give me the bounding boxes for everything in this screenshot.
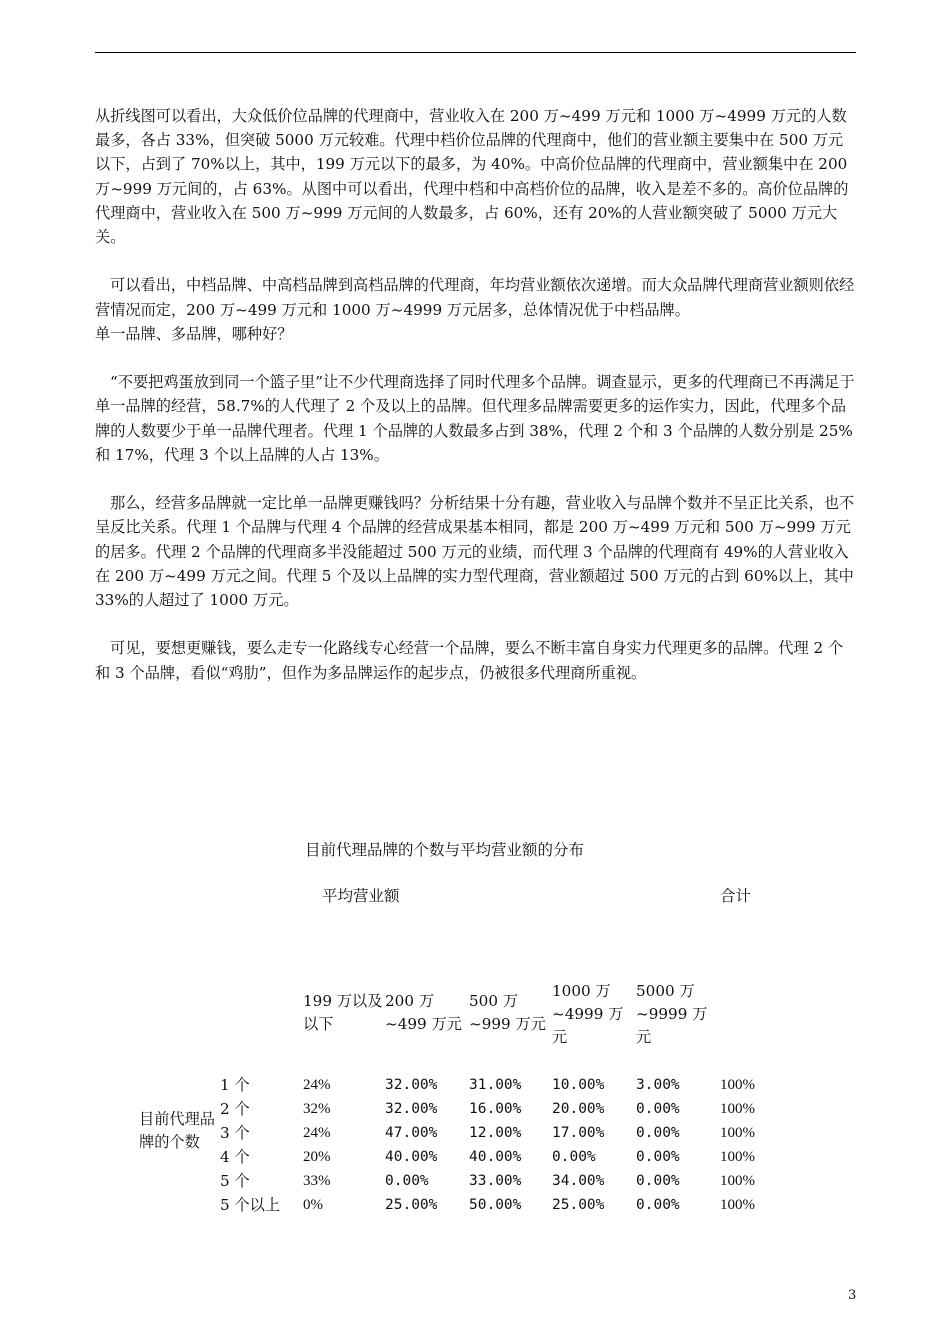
section-heading: 单一品牌、多品牌，哪种好？: [95, 324, 293, 343]
table-cell: 0.00%: [385, 1173, 429, 1189]
body-text: [95, 104, 855, 709]
table-cell-total: 100%: [720, 1125, 755, 1141]
table-cell: 0%: [303, 1197, 323, 1213]
column-header: 200 万~499 万元: [385, 992, 462, 1033]
table-cell: 24%: [303, 1077, 331, 1093]
table-cell: 25.00%: [552, 1197, 605, 1213]
row-label: 1 个: [220, 1076, 250, 1094]
table-cell: 40.00%: [385, 1149, 438, 1165]
header-rule: [95, 52, 856, 53]
table-cell: 24%: [303, 1125, 331, 1141]
table-cell: 50.00%: [469, 1197, 522, 1213]
table-cell-total: 100%: [720, 1173, 755, 1189]
column-header: 5000 万~9999 万元: [636, 982, 708, 1046]
table-cell: 34.00%: [552, 1173, 605, 1189]
table-cell: 33.00%: [469, 1173, 522, 1189]
table-cell: 16.00%: [469, 1101, 522, 1117]
table-cell-total: 100%: [720, 1101, 755, 1117]
table-cell: 0.00%: [636, 1101, 680, 1117]
row-label: 5 个: [220, 1172, 250, 1190]
table-cell: 47.00%: [385, 1125, 438, 1141]
table-cell: 25.00%: [385, 1197, 438, 1213]
table-cell-total: 100%: [720, 1149, 755, 1165]
table-cell: 31.00%: [469, 1077, 522, 1093]
table-cell: 10.00%: [552, 1077, 605, 1093]
column-header: 500 万~999 万元: [469, 992, 546, 1033]
table-cell: 20.00%: [552, 1101, 605, 1117]
paragraph-conclusion: 可见，要想更赚钱，要么走专一化路线专心经营一个品牌，要么不断丰富自身实力代理更多的品牌。代理 2 个和 3 个品牌，看似“鸡肋”，但作为多品牌运作的起步点，仍被很多代理商所重视。: [95, 639, 844, 682]
table-cell: 17.00%: [552, 1125, 605, 1141]
column-header: 1000 万~4999 万元: [552, 982, 624, 1046]
table-cell: 40.00%: [469, 1149, 522, 1165]
row-label: 5 个以上: [220, 1196, 281, 1214]
table-cell-total: 100%: [720, 1197, 755, 1213]
paragraph-multi-brand: “不要把鸡蛋放到同一个篮子里”让不少代理商选择了同时代理多个品牌。调查显示，更多的代理商已不再满足于单一品牌的经营，58.7%的人代理了 2 个及以上的品牌。但代理多品牌需要更多的运作实力，因此，代理多个品牌的人数要少于单一品牌代理者。代理 1 个品牌的人数最多占到 38%，代理 2 个和 3 个品牌的人数分别是 25%和 17%，代理 3 个以上品牌的人占 13%。: [95, 373, 855, 464]
header-total: 合计: [720, 887, 752, 905]
table-cell: 32.00%: [385, 1077, 438, 1093]
table-cell: 0.00%: [552, 1149, 596, 1165]
paragraph-line-chart-analysis: 从折线图可以看出，大众低价位品牌的代理商中，营业收入在 200 万~499 万元和 1000 万~4999 万元的人数最多，各占 33%，但突破 5000 万元较难。代理中档价位品牌的代理商中，他们的营业额主要集中在 500 万元以下，占到了 70%以上，其中，199 万元以下的最多，为 40%。中高价位品牌的代理商中，营业额集中在 200 万~999 万元间的，占 63%。从图中可以看出，代理中档和中高档价位的品牌，收入是差不多的。高价位品牌的代理商中，营业收入在 500 万~999 万元间的人数最多，占 60%，还有 20%的人营业额突破了 5000 万元大关。: [95, 107, 849, 247]
row-label: 4 个: [220, 1148, 250, 1166]
row-group-label: 目前代理品牌的个数: [139, 1110, 215, 1151]
table-title: 目前代理品牌的个数与平均营业额的分布: [305, 841, 585, 859]
page-number: 3: [848, 1288, 857, 1303]
table-cell: 0.00%: [636, 1125, 680, 1141]
table-cell: 0.00%: [636, 1197, 680, 1213]
table-cell-total: 100%: [720, 1077, 755, 1093]
table-cell: 12.00%: [469, 1125, 522, 1141]
table-cell: 3.00%: [636, 1077, 680, 1093]
table-cell: 0.00%: [636, 1173, 680, 1189]
header-average-revenue: 平均营业额: [322, 887, 400, 905]
table-cell: 32.00%: [385, 1101, 438, 1117]
paragraph-summary: 可以看出，中档品牌、中高档品牌到高档品牌的代理商，年均营业额依次递增。而大众品牌代理商营业额则依经营情况而定，200 万~499 万元和 1000 万~4999 万元居多，总体情况优于中档品牌。: [95, 276, 855, 319]
paragraph-profit-analysis: 那么，经营多品牌就一定比单一品牌更赚钱吗？分析结果十分有趣，营业收入与品牌个数并不呈正比关系，也不呈反比关系。代理 1 个品牌与代理 4 个品牌的经营成果基本相同，都是 200 万~499 万元和 500 万~999 万元的居多。代理 2 个品牌的代理商多半没能超过 500 万元的业绩，而代理 3 个品牌的代理商有 49%的人营业收入在 200 万~499 万元之间。代理 5 个及以上品牌的实力型代理商，营业额超过 500 万元的占到 60%以上，其中 33%的人超过了 1000 万元。: [95, 494, 855, 610]
table-cell: 33%: [303, 1173, 331, 1189]
row-label: 2 个: [220, 1100, 250, 1118]
table-cell: 20%: [303, 1149, 331, 1165]
row-label: 3 个: [220, 1124, 250, 1142]
column-header: 199 万以及以下: [303, 992, 383, 1033]
table-cell: 32%: [303, 1101, 331, 1117]
table-cell: 0.00%: [636, 1149, 680, 1165]
